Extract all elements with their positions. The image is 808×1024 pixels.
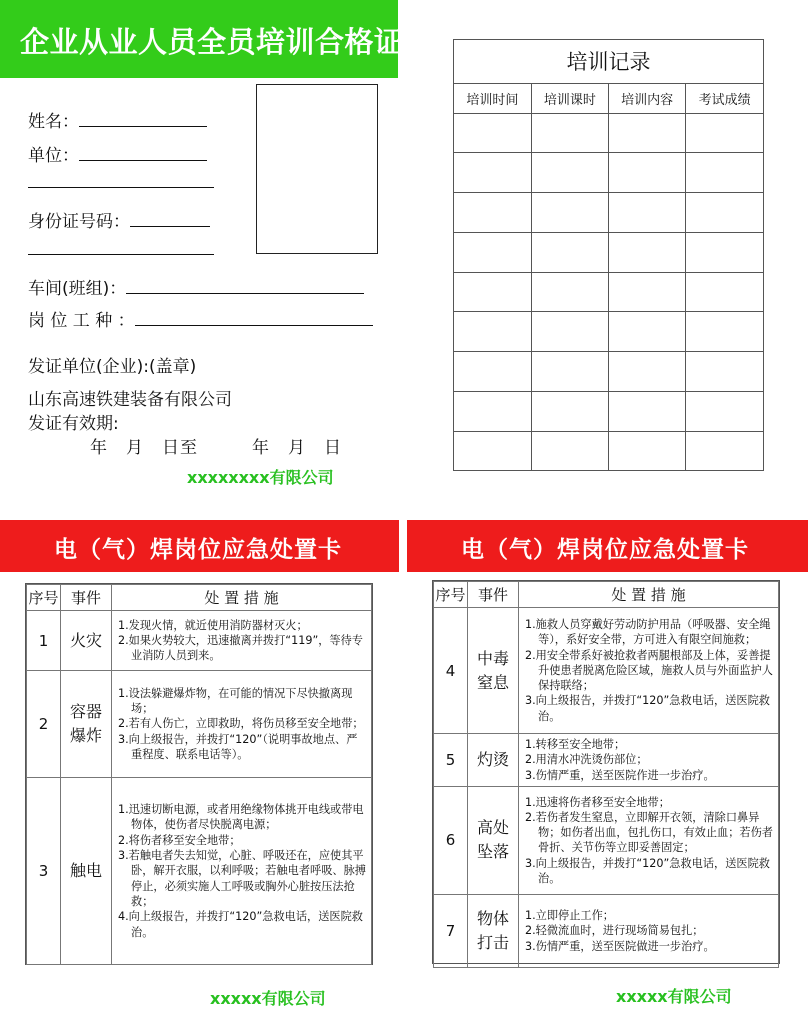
issuer-company: 山东高速铁建装备有限公司: [28, 390, 232, 410]
training-record-cell: [686, 392, 763, 432]
right-card-header: [434, 582, 779, 608]
measure-item: 1.转移至安全地带；: [525, 738, 626, 751]
photo-placeholder: [256, 84, 378, 254]
id-blank: [130, 213, 210, 227]
id-label: 身份证号码：: [28, 212, 130, 232]
training-record-cell: [454, 312, 531, 352]
measure-item: 1.设法躲避爆炸物，在可能的情况下尽快撤离现场；: [118, 686, 353, 716]
post-label: 岗 位 工 种 ：: [28, 311, 135, 331]
training-record-cell: [454, 193, 531, 233]
training-record-header: [454, 84, 763, 113]
training-record-cell: [531, 232, 608, 272]
left-card-header: [27, 585, 372, 611]
event-label: 窒息: [476, 672, 509, 692]
training-record-row: [454, 153, 763, 193]
col-measures: 处 置 措 施: [519, 582, 779, 608]
event-label: 灼烫: [476, 749, 509, 769]
training-record-cell: [609, 431, 686, 471]
name-field: [28, 107, 207, 132]
table-row: [27, 778, 372, 965]
measure-item: 1.立即停止工作；: [525, 908, 614, 922]
training-record-cell: [531, 312, 608, 352]
measure-item: 1.发现火情，就近使用消防器材灭火；: [118, 618, 308, 632]
certificate-footer-company: xxxxxxxx有限公司: [187, 468, 334, 487]
training-record-cell: [609, 392, 686, 432]
training-record-cell: [531, 272, 608, 312]
table-row: [27, 611, 372, 671]
training-record-cell: [609, 352, 686, 392]
row-number: 1: [27, 611, 61, 671]
post-blank: [135, 312, 373, 326]
measure-item: 3.向上级报告，并拨打“120”急救电话，送医院救治。: [525, 856, 770, 885]
event-label: 高处: [476, 818, 509, 838]
unit-blank: [79, 147, 207, 161]
unit-field: [28, 141, 207, 166]
event-label: 物体: [476, 908, 509, 928]
row-number: 4: [434, 608, 468, 734]
col-measures: 处 置 措 施: [112, 585, 372, 611]
measure-item: 3.若触电者失去知觉，心脏、呼吸还在，应使其平卧，解开衣服，以利呼吸；若触电者呼吸、脉搏停止，必须实施人工呼吸或胸外心脏按压法抢救；: [118, 849, 366, 908]
training-record-row: [454, 392, 763, 432]
measure-item: 1.迅速切断电源，或者用绝缘物体挑开电线或带电物体，使伤者尽快脱离电源；: [118, 803, 364, 832]
event-label: 打击: [476, 932, 509, 952]
unit-blank-2: [28, 174, 214, 188]
left-card-title: 电（气）焊岗位应急处置卡: [54, 537, 342, 563]
event-label: 中毒: [476, 648, 509, 668]
left-card-body: [27, 611, 372, 965]
id-blank-2: [28, 241, 214, 255]
training-record-cell: [609, 153, 686, 193]
event-cell: [468, 734, 519, 787]
measure-item: 2.轻微流血时，进行现场简易包扎；: [525, 924, 704, 938]
measures-cell: [519, 894, 779, 967]
training-record-row: [454, 113, 763, 153]
row-number: 2: [27, 671, 61, 778]
training-record-cell: [454, 232, 531, 272]
validity-dates: 年 月 日至 年 月 日: [90, 438, 342, 458]
measure-item: 2.将伤者移至安全地带；: [118, 833, 241, 847]
measure-item: 2.如果火势较大，迅速撤离并拨打“119”，等待专业消防人员到来。: [118, 633, 363, 663]
training-record-row: [454, 272, 763, 312]
post-field: [28, 306, 373, 331]
event-cell: [61, 778, 112, 965]
col-training-time: 培训时间: [454, 84, 531, 113]
col-number: 序号: [434, 582, 468, 608]
training-record-cell: [454, 153, 531, 193]
training-record-cell: [454, 113, 531, 153]
measures-cell: [112, 778, 372, 965]
training-record-cell: [686, 232, 763, 272]
workshop-blank: [126, 280, 364, 294]
training-record-cell: [609, 193, 686, 233]
event-label: 爆炸: [69, 726, 102, 745]
certificate-title: 企业从业人员全员培训合格证: [20, 25, 404, 59]
event-cell: [61, 611, 112, 671]
right-card-title: 电（气）焊岗位应急处置卡: [461, 537, 749, 563]
measure-item: 3.伤情严重，送至医院作进一步治疗。: [525, 768, 715, 782]
training-record-row: [454, 232, 763, 272]
workshop-field: [28, 274, 364, 299]
event-cell: [468, 786, 519, 894]
right-card-banner: [407, 520, 808, 572]
measure-item: 2.若伤者发生窒息，立即解开衣领，清除口鼻异物；如伤者出血，包扎伤口，有效止血；若伤者骨折、关节伤等立即妥善固定；: [525, 810, 773, 855]
table-row: [27, 671, 372, 778]
measure-item: 3.向上级报告，并拨打“120”急救电话，送医院救治。: [525, 694, 770, 723]
unit-blank-line: [28, 173, 214, 193]
row-number: 7: [434, 894, 468, 967]
measure-item: 2.用安全带系好被抢救者两腿根部及上体，妥善提升使患者脱离危险区域，施救人员与外面监护人保持联络；: [525, 648, 773, 693]
col-training-content: 培训内容: [609, 84, 686, 113]
right-card-body: [434, 608, 779, 968]
training-record-table: [453, 39, 764, 471]
event-label: 容器: [69, 702, 102, 721]
measures-cell: [519, 608, 779, 734]
row-number: 3: [27, 778, 61, 965]
name-label: 姓名：: [28, 112, 79, 132]
left-card-footer-company: xxxxx有限公司: [210, 989, 326, 1008]
left-emergency-card: [25, 583, 373, 965]
event-label: 火灾: [69, 630, 102, 650]
training-record-cell: [454, 392, 531, 432]
workshop-label: 车间(班组)：: [28, 279, 127, 299]
event-cell: [468, 894, 519, 967]
measure-item: 1.施救人员穿戴好劳动防护用品（呼吸器、安全绳等），系好安全带，方可进入有限空间施救；: [525, 617, 771, 647]
table-row: [434, 734, 779, 787]
measure-item: 2.用清水冲洗烫伤部位；: [525, 753, 648, 767]
measures-cell: [112, 611, 372, 671]
measures-cell: [112, 671, 372, 778]
training-record-cell: [686, 352, 763, 392]
id-field: [28, 207, 210, 232]
measure-item: 2.若有人伤亡，立即救助，将伤员移至安全地带；: [118, 717, 364, 731]
training-record-cell: [531, 193, 608, 233]
training-record-cell: [531, 392, 608, 432]
event-label: 触电: [69, 861, 102, 880]
event-cell: [61, 671, 112, 778]
training-record-title: 培训记录: [454, 40, 763, 84]
training-record-row: [454, 431, 763, 471]
id-blank-line: [28, 240, 214, 260]
event-label: 坠落: [476, 842, 509, 862]
training-record-cell: [531, 153, 608, 193]
validity-label: 发证有效期:: [28, 414, 119, 434]
training-record-cell: [686, 193, 763, 233]
measure-item: 1.迅速将伤者移至安全地带；: [525, 795, 670, 809]
row-number: 6: [434, 786, 468, 894]
right-card-footer-company: xxxxx有限公司: [616, 987, 732, 1006]
training-record-cell: [454, 272, 531, 312]
training-record-cell: [454, 352, 531, 392]
row-number: 5: [434, 734, 468, 787]
certificate-title-banner: [0, 0, 404, 78]
table-row: [434, 786, 779, 894]
name-blank: [79, 113, 207, 127]
training-record-row: [454, 352, 763, 392]
unit-label: 单位：: [28, 146, 79, 166]
training-record-cell: [686, 113, 763, 153]
measures-cell: [519, 734, 779, 787]
table-row: [434, 608, 779, 734]
training-record-cell: [686, 272, 763, 312]
left-card-banner: [0, 520, 399, 572]
training-record-cell: [609, 272, 686, 312]
col-number: 序号: [27, 585, 61, 611]
training-record-cell: [531, 113, 608, 153]
col-event: 事件: [468, 582, 519, 608]
training-record-cell: [686, 431, 763, 471]
table-row: [434, 894, 779, 967]
col-training-hours: 培训课时: [531, 84, 608, 113]
training-record-cell: [454, 431, 531, 471]
measure-item: 3.向上级报告，并拨打“120”（说明事故地点、严重程度、联系电话等）。: [118, 732, 358, 761]
training-record-cell: [609, 312, 686, 352]
training-record-row: [454, 312, 763, 352]
training-record-cell: [686, 312, 763, 352]
right-emergency-card: [432, 580, 780, 964]
measure-item: 3.伤情严重，送至医院做进一步治疗。: [525, 939, 715, 953]
training-record-cell: [531, 352, 608, 392]
col-event: 事件: [61, 585, 112, 611]
event-cell: [468, 608, 519, 734]
col-exam-score: 考试成绩: [686, 84, 763, 113]
training-record-cell: [609, 113, 686, 153]
measures-cell: [519, 786, 779, 894]
training-record-row: [454, 193, 763, 233]
training-record-cell: [609, 232, 686, 272]
issuer-label: 发证单位(企业):(盖章): [28, 357, 197, 377]
training-record-cell: [686, 153, 763, 193]
training-record-body: [454, 113, 763, 471]
training-record-cell: [531, 431, 608, 471]
measure-item: 4.向上级报告，并拨打“120”急救电话，送医院救治。: [118, 910, 363, 939]
